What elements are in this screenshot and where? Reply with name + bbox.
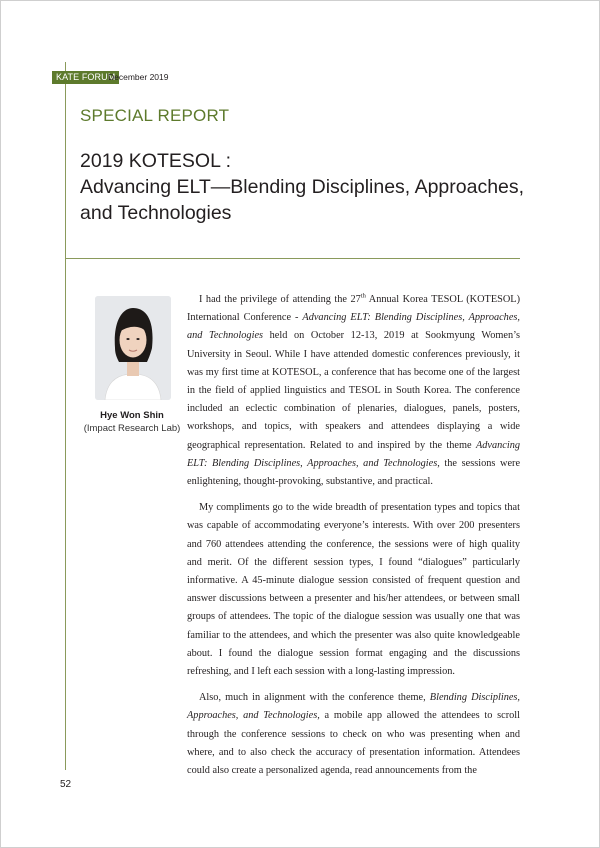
p1-theme-italic-1: Advancing ELT: Blending Disciplines, Approaches, and Technologies — [187, 312, 520, 342]
title-line-3: and Technologies — [80, 202, 232, 224]
section-label: SPECIAL REPORT — [80, 106, 230, 125]
author-name: Hye Won Shin — [100, 410, 164, 421]
issue-date: December 2019 — [108, 72, 169, 82]
p1-theme-italic-2: Advancing ELT: Blending Disciplines, Approaches, and Technologies — [187, 439, 520, 469]
p1-text-d: , the sessions were enlightening, thought-provoking, substantive, and practical. — [187, 457, 521, 488]
paragraph-2: My compliments go to the wide breadth of presentation types and topics that was capable of accommodating everyone’s interests. With over 200 presenters and 760 attendees attending the conference, the sessions were of high quality and merit. Of the different session types, I found “dialogues” particularly informative. A 45-minute dialogue session consisted of frequent question and answer discussions between a presenter and his/her attendees, or between small groups of attendees. The topic of the dialogue session was usually one that was familiar to the attendees, and which the presenter was also quite knowledgeable about. I found the dialogue session format engaging and the discussions refreshing, and I left each session with a long-lasting impression. — [187, 502, 520, 678]
vertical-rule — [65, 62, 66, 770]
title-line-2: Advancing ELT—Blending Disciplines, Approaches, — [80, 176, 525, 198]
author-photo — [95, 296, 171, 400]
p1-text-c: held on October 12-13, 2019 at Sookmyung Women’s University in Seoul. While I have attended domestic conferences previously, it was my first time at KOTESOL, a conference that has become one of the largest in the field of applied linguistics and TESOL in South Korea. The conference included an eclectic combination of plenaries, dialogues, panels, posters, workshops, and topics, with speakers and attendees displaying a wide geographical representation. Related to and inspired by the theme — [187, 330, 520, 451]
author-info — [82, 409, 182, 435]
article-title — [80, 148, 550, 226]
page-number: 52 — [60, 779, 72, 790]
author-affiliation: (Impact Research Lab) — [83, 423, 181, 434]
p3-text-a: Also, much in alignment with the conference theme, — [199, 692, 430, 704]
p1-superscript: th — [360, 292, 366, 300]
forum-badge: KATE FORUM — [52, 71, 119, 84]
paragraph-3 — [187, 689, 520, 780]
horizontal-rule — [65, 258, 520, 259]
p1-text-a: I had the privilege of attending the 27 — [199, 294, 361, 305]
article-body — [187, 291, 520, 788]
p3-theme-italic: Blending Disciplines, Approaches, and Technologies, — [187, 692, 520, 722]
p3-text-b: a mobile app allowed the attendees to scroll through the conference sessions to check on who was presenting when and where, and to also check the accuracy of presentation information. Attendees could also create a personalized agenda, read announcements from the — [187, 710, 520, 777]
paragraph-1 — [187, 291, 520, 491]
portrait-icon — [95, 296, 171, 400]
title-line-1: 2019 KOTESOL : — [80, 150, 232, 172]
p1-text-b: Annual Korea TESOL (KOTESOL) International Conference - — [187, 294, 521, 324]
